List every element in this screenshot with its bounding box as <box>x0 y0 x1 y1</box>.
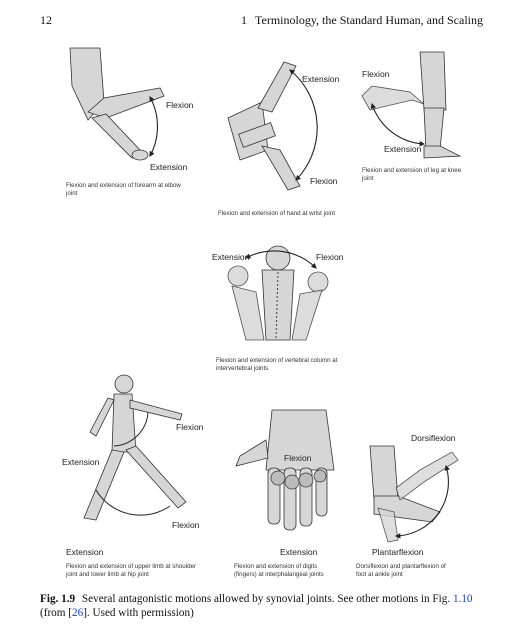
caption-source-prefix: (from [ <box>40 607 72 619</box>
elbow-flexion-label: Flexion <box>166 100 194 110</box>
elbow-extension-label: Extension <box>150 162 188 172</box>
knee-flexion-label: Flexion <box>362 69 390 79</box>
shoulder-hip-panel <box>62 375 204 578</box>
figure-link[interactable]: 1.10 <box>452 593 473 605</box>
ankle-plantarflexion-label: Plantarflexion <box>372 547 424 557</box>
chapter-number: 1 <box>241 13 247 27</box>
reference-link[interactable]: 26 <box>72 607 84 619</box>
elbow-arm-illustration <box>70 48 164 160</box>
knee-caption-line-2: joint <box>362 175 374 182</box>
digits-panel <box>234 410 334 578</box>
caption-text: Several antagonistic motions allowed by synovial joints. See other motions in Fig. <box>81 593 451 605</box>
hip-extension-label: Extension <box>66 547 104 557</box>
vertebral-panel <box>212 246 344 372</box>
caption-source-suffix: ]. Used with permission) <box>83 607 194 619</box>
wrist-panel <box>218 62 340 217</box>
chapter-title: Terminology, the Standard Human, and Scaling <box>255 13 483 27</box>
wrist-extension-label: Extension <box>302 74 340 84</box>
wrist-flexion-label: Flexion <box>310 176 338 186</box>
digits-caption-line-2: (fingers) at interphalangeal joints <box>234 571 324 578</box>
wrist-hand-illustration <box>228 62 300 190</box>
knee-extension-label: Extension <box>384 144 422 154</box>
knee-motion-arc <box>372 104 424 144</box>
digits-extension-label: Extension <box>280 547 318 557</box>
ankle-caption-line-2: foot at ankle joint <box>356 571 403 578</box>
ankle-caption-line-1: Dorsiflexion and plantarflexion of <box>356 563 446 570</box>
elbow-motion-arc <box>150 97 157 156</box>
knee-panel <box>361 52 462 182</box>
digits-caption-line-1: Flexion and extension of digits <box>234 563 318 570</box>
vertebral-extension-label: Extension <box>212 252 250 262</box>
shoulder-flexion-label: Flexion <box>176 422 204 432</box>
shoulder-extension-label: Extension <box>62 457 100 467</box>
wrist-motion-arc <box>290 70 317 180</box>
foot-illustration <box>370 446 458 542</box>
ankle-panel <box>356 433 458 578</box>
knee-caption-line-1: Flexion and extension of leg at knee <box>362 167 462 174</box>
figure-label: Fig. 1.9 <box>40 593 76 605</box>
shoulder-hip-caption-line-2: joint and lower limb at hip joint <box>66 571 149 578</box>
elbow-panel <box>65 48 194 197</box>
vertebral-caption-line-2: intervertebral joints <box>216 365 269 372</box>
figure-caption <box>40 592 488 620</box>
vertebral-flexion-label: Flexion <box>316 252 344 262</box>
wrist-caption-line-1: Flexion and extension of hand at wrist joint <box>218 210 335 217</box>
walking-figure-illustration <box>84 375 186 520</box>
page-number: 12 <box>40 13 52 27</box>
ankle-dorsiflexion-label: Dorsiflexion <box>411 433 456 443</box>
elbow-caption-line-2: joint <box>66 190 78 197</box>
shoulder-hip-caption-line-1: Flexion and extension of upper limb at shoulder <box>66 563 197 570</box>
vertebral-caption-line-1: Flexion and extension of vertebral column at <box>216 357 338 364</box>
hip-flexion-label: Flexion <box>172 520 200 530</box>
digits-flexion-label: Flexion <box>284 453 312 463</box>
elbow-caption-line-1: Flexion and extension of forearm at elbow <box>66 182 181 189</box>
